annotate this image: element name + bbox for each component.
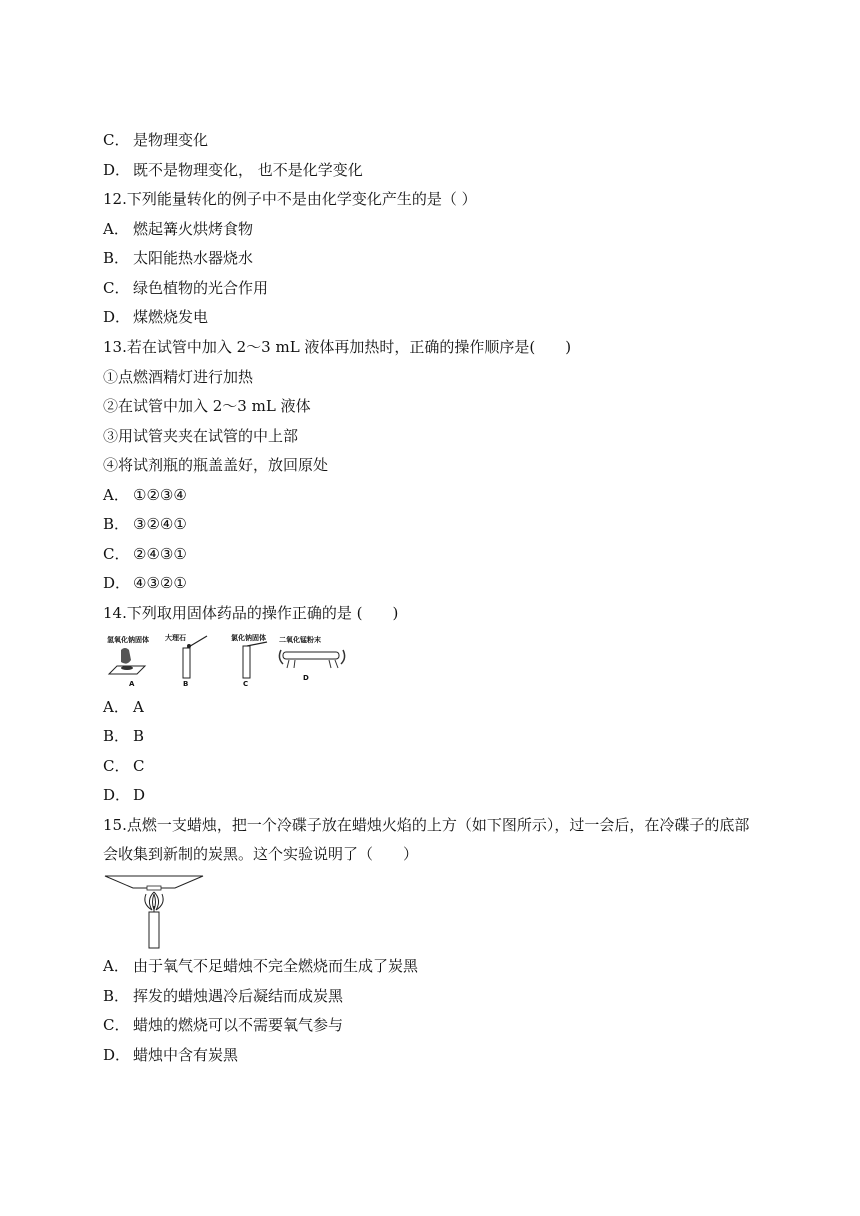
q15-option-d: D． 蜡烛中含有炭黑 <box>103 1046 239 1064</box>
q15-candle-figure <box>103 872 207 950</box>
q13-option-c: C． ②④③① <box>103 545 187 563</box>
q13-option-a: A． ①②③④ <box>103 486 187 504</box>
horizontal-tube-icon <box>283 652 339 659</box>
q13-step-4: ④将试剂瓶的瓶盖盖好，放回原处 <box>103 456 329 474</box>
q14-panel-b: B <box>183 680 189 688</box>
q12-option-a: A． 燃起篝火烘烤食物 <box>103 220 254 238</box>
q15-option-b: B． 挥发的蜡烛遇冷后凝结而成炭黑 <box>103 987 344 1005</box>
q11-option-d: D． 既不是物理变化， 也不是化学变化 <box>103 161 363 179</box>
q15-option-a: A． 由于氧气不足蜡烛不完全燃烧而生成了炭黑 <box>103 957 419 975</box>
q13-step-3: ③用试管夹夹在试管的中上部 <box>103 427 299 445</box>
q15-stem-line-2: 会收集到新制的炭黑。这个实验说明了（ ） <box>103 845 419 863</box>
q13-stem: 13.若在试管中加入 2～3 mL 液体再加热时，正确的操作顺序是( ) <box>103 338 572 356</box>
q13-step-1: ①点燃酒精灯进行加热 <box>103 368 254 386</box>
q12-option-d: D． 煤燃烧发电 <box>103 308 209 326</box>
q11-option-c: C． 是物理变化 <box>103 131 209 149</box>
q12-option-c: C． 绿色植物的光合作用 <box>103 279 269 297</box>
q14-fig-label-d: 二氧化锰粉末 <box>279 636 321 644</box>
q12-stem: 12.下列能量转化的例子中不是由化学变化产生的是（ ） <box>103 190 477 208</box>
spatula-icon <box>247 642 267 646</box>
q14-figure <box>103 630 353 690</box>
q14-fig-label-c: 氯化钠固体 <box>231 634 266 642</box>
q13-option-b: B． ③②④① <box>103 515 187 533</box>
q14-panel-d: D <box>303 674 309 682</box>
candle-icon <box>149 912 159 948</box>
hand-icon <box>121 648 131 664</box>
q15-option-c: C． 蜡烛的燃烧可以不需要氧气参与 <box>103 1016 344 1034</box>
q14-fig-label-b: 大理石 <box>165 634 186 642</box>
q14-panel-c: C <box>243 680 249 688</box>
q14-option-b: B． B <box>103 727 145 745</box>
q13-step-2: ②在试管中加入 2～3 mL 液体 <box>103 397 311 415</box>
q14-option-c: C． C <box>103 757 145 775</box>
q14-stem: 14.下列取用固体药品的操作正确的是 ( ) <box>103 604 399 622</box>
q12-option-b: B． 太阳能热水器烧水 <box>103 249 254 267</box>
q13-option-d: D． ④③②① <box>103 574 187 592</box>
q14-panel-a: A <box>129 680 135 688</box>
q14-fig-label-a: 氢氧化钠固体 <box>107 636 149 644</box>
q14-option-a: A． A <box>103 698 144 716</box>
q14-option-d: D． D <box>103 786 146 804</box>
q15-stem-line-1: 15.点燃一支蜡烛，把一个冷碟子放在蜡烛火焰的上方（如下图所示），过一会后，在冷碟子的底部 <box>103 816 750 834</box>
